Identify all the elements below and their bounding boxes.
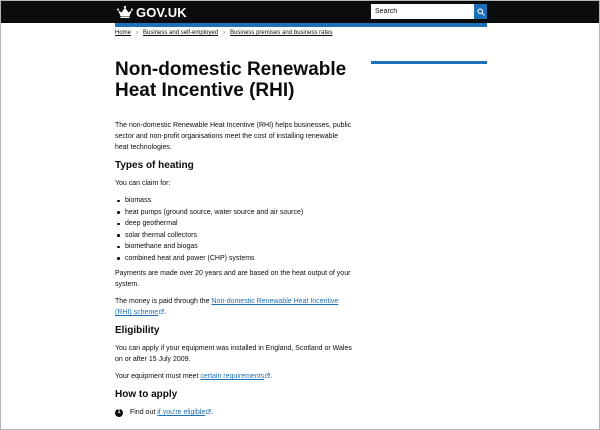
step-item — [115, 407, 365, 418]
breadcrumb — [115, 30, 332, 36]
sidebar-accent-rule — [371, 61, 487, 64]
types-lead: You can claim for: — [115, 180, 171, 187]
step-text — [130, 407, 213, 418]
list-item: biomethane and biogas — [123, 241, 365, 253]
breadcrumb-premises[interactable]: Business premises and business rates — [230, 30, 333, 36]
eligibility-paragraph — [115, 343, 365, 365]
list-item: deep geothermal — [123, 218, 365, 230]
requirements-paragraph — [115, 371, 365, 382]
breadcrumb-business[interactable]: Business and self-employed — [143, 30, 219, 36]
eligibility-line: on or after 15 July 2009. — [115, 356, 191, 363]
eligibility-check-link[interactable] — [157, 409, 214, 416]
search-form — [371, 4, 487, 19]
breadcrumb-home[interactable]: Home — [115, 30, 132, 36]
rhi-scheme-link-text: Non-domestic Renewable Heat Incentive — [211, 298, 339, 305]
requirements-link-text: certain requirements — [200, 373, 265, 380]
crown-icon — [117, 5, 133, 19]
list-item: solar thermal collectors — [123, 230, 365, 242]
intro-line: The non-domestic Renewable Heat Incentive (RHI) helps businesses, public — [115, 122, 352, 129]
page-title-line-2: Heat Incentive (RHI) — [115, 80, 295, 101]
search-button[interactable] — [474, 4, 487, 19]
chevron-right-icon: › — [223, 30, 226, 36]
logo-text: GOV.UK — [136, 4, 187, 20]
intro-paragraph — [115, 120, 365, 153]
page-title-line-1: Non-domestic Renewable — [115, 59, 347, 80]
requirements-link[interactable] — [200, 373, 273, 380]
list-item: combined heat and power (CHP) systems — [123, 253, 365, 265]
requirements-suffix: . — [270, 373, 273, 380]
types-list — [115, 195, 365, 264]
search-icon — [477, 8, 485, 16]
step-suffix: . — [211, 409, 214, 416]
eligibility-line: You can apply if your equipment was installed in England, Scotland or Wales — [115, 345, 352, 352]
payments-paragraph — [115, 268, 365, 290]
requirements-prefix: Your equipment must meet — [115, 373, 201, 380]
rhi-scheme-link-text: (RHI) scheme — [115, 309, 159, 316]
main-content — [115, 120, 365, 426]
chevron-right-icon: › — [136, 30, 139, 36]
money-paragraph — [115, 296, 365, 318]
types-heading: Types of heating — [115, 160, 194, 171]
step-number-badge: 1 — [115, 409, 123, 417]
header-accent-bar — [115, 23, 487, 27]
money-prefix: The money is paid through the — [115, 298, 212, 305]
eligibility-check-link-text: if you're eligible — [157, 409, 206, 416]
step-prefix: Find out — [130, 409, 158, 416]
intro-line: sector and non-profit organisations meet the cost of installing renewable — [115, 133, 338, 140]
payments-line: Payments are made over 20 years and are based on the heat output of your — [115, 270, 351, 277]
list-item: heat pumps (ground source, water source and air source) — [123, 207, 365, 219]
how-to-apply-heading: How to apply — [115, 389, 178, 400]
payments-line: system. — [115, 281, 140, 288]
site-header — [1, 1, 599, 23]
intro-line: heat technologies. — [115, 144, 172, 151]
page-title — [115, 59, 365, 101]
money-suffix: . — [164, 309, 167, 316]
search-input[interactable] — [371, 4, 474, 19]
list-item: biomass — [123, 195, 365, 207]
govuk-logo-link[interactable] — [117, 4, 187, 20]
eligibility-heading: Eligibility — [115, 325, 160, 336]
